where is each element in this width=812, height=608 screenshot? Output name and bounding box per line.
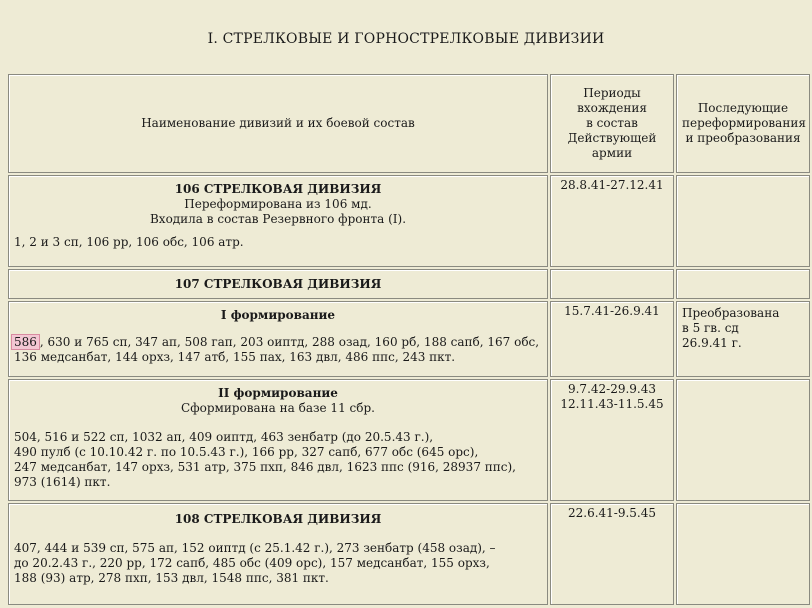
transform-line: 26.9.41 г.: [682, 336, 742, 350]
units-line: 490 пулб (с 10.10.42 г. по 10.5.43 г.), 166 рр, 327 сапб, 677 обс (645 орс),: [14, 445, 479, 459]
units-line: 973 (1614) пкт.: [14, 475, 111, 489]
header-transform-line: Последующие: [697, 101, 789, 115]
division-units: [14, 541, 542, 586]
period-value: 28.8.41-27.12.41: [560, 178, 664, 192]
table-row: [8, 301, 810, 377]
division-title: 106 СТРЕЛКОВАЯ ДИВИЗИЯ: [174, 182, 382, 196]
header-periods-line: Действующей: [567, 131, 657, 145]
units-line: 188 (93) атр, 278 пхп, 153 двл, 1548 ппс, 381 пкт.: [14, 571, 329, 585]
table-header-row: [8, 74, 810, 173]
period-value: 15.7.41-26.9.41: [564, 304, 660, 318]
formation-title: I формирование: [220, 308, 336, 322]
division-cell: [8, 503, 548, 605]
division-title: 108 СТРЕЛКОВАЯ ДИВИЗИЯ: [174, 512, 382, 526]
transform-line: Преобразована: [682, 306, 780, 320]
units-line: 136 медсанбат, 144 орхз, 147 атб, 155 пах, 163 двл, 486 ппс, 243 пкт.: [14, 350, 456, 364]
formation-note: Сформирована на базе 11 сбр.: [181, 401, 375, 415]
header-periods-line: армии: [591, 146, 633, 160]
division-title: 107 СТРЕЛКОВАЯ ДИВИЗИЯ: [174, 276, 382, 291]
units-line: [14, 335, 542, 350]
period-cell: [550, 301, 674, 377]
transform-cell: [676, 175, 810, 267]
period-cell: [550, 269, 674, 299]
header-transform-line: переформирования: [682, 116, 806, 130]
period-cell: [550, 175, 674, 267]
units-line: 407, 444 и 539 сп, 575 ап, 152 оиптд (с 25.1.42 г.), 273 зенбатр (458 озад), –: [14, 541, 496, 555]
header-transformations: [676, 74, 810, 173]
table-row: [8, 269, 810, 299]
transform-cell: [676, 269, 810, 299]
division-note: Переформирована из 106 мд.: [184, 197, 372, 211]
header-periods-line: Периоды: [583, 86, 641, 100]
division-units: [14, 335, 542, 365]
header-periods-line: в состав: [586, 116, 638, 130]
division-cell: [8, 269, 548, 299]
header-composition: Наименование дивизий и их боевой состав: [8, 74, 548, 173]
period-value: 22.6.41-9.5.45: [567, 506, 657, 520]
division-units: 1, 2 и 3 сп, 106 рр, 106 обс, 106 атр.: [14, 235, 244, 249]
transform-cell: [676, 379, 810, 501]
period-cell: [550, 503, 674, 605]
transform-cell: [676, 503, 810, 605]
division-units: [14, 430, 542, 490]
units-line-text: , 630 и 765 сп, 347 ап, 508 гап, 203 оиптд, 288 озад, 160 рб, 188 сапб, 167 обс,: [39, 335, 540, 349]
table-row: [8, 175, 810, 267]
units-line: 504, 516 и 522 сп, 1032 ап, 409 оиптд, 463 зенбатр (до 20.5.43 г.),: [14, 430, 434, 444]
header-periods: [550, 74, 674, 173]
transform-line: в 5 гв. сд: [682, 321, 739, 335]
divisions-table: [6, 72, 812, 607]
formation-title: II формирование: [218, 386, 338, 400]
units-line: 247 медсанбат, 147 орхз, 531 атр, 375 пхп, 846 двл, 1623 ппс (916, 28937 ппс),: [14, 460, 516, 474]
period-value: 12.11.43-11.5.45: [560, 397, 664, 411]
division-cell: [8, 175, 548, 267]
header-transform-line: и преобразования: [685, 131, 801, 145]
highlighted-text: 586: [11, 334, 40, 350]
table-row: [8, 379, 810, 501]
page-title: I. СТРЕЛКОВЫЕ И ГОРНОСТРЕЛКОВЫЕ ДИВИЗИИ: [207, 31, 605, 47]
table-row: [8, 503, 810, 605]
division-cell: [8, 379, 548, 501]
period-value: 9.7.42-29.9.43: [567, 382, 657, 396]
division-cell: [8, 301, 548, 377]
units-line: до 20.2.43 г., 220 рр, 172 сапб, 485 обс (409 орс), 157 медсанбат, 155 орхз,: [14, 556, 490, 570]
division-note: Входила в состав Резервного фронта (I).: [149, 212, 407, 226]
period-cell: [550, 379, 674, 501]
transform-cell: [676, 301, 810, 377]
header-periods-line: вхождения: [577, 101, 647, 115]
